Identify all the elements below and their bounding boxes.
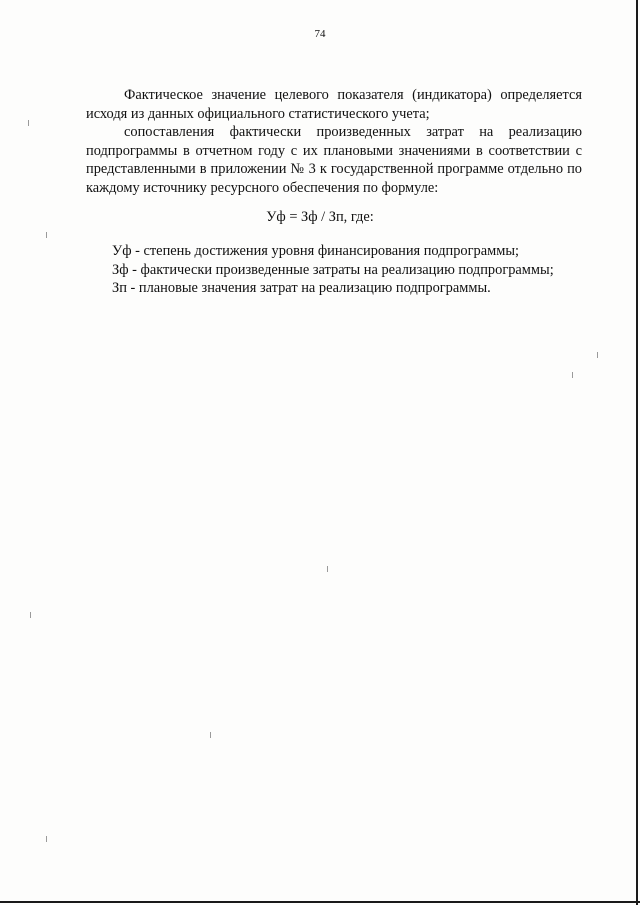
scan-speck (30, 612, 31, 618)
formula-definitions (112, 242, 592, 298)
formula: Уф = Зф / Зп, где: (266, 209, 374, 225)
paragraph-cost-comparison: сопоставления фактически произведенных затрат на реализацию подпрограммы в отчетном году с их плановыми значениями в соответствии с представленными в приложении № 3 к государственной программе отдельно по каждому источнику ресурсного обеспечения по формуле: (86, 124, 582, 196)
body-text (86, 86, 582, 198)
definition-zf: Зф - фактически произведенные затраты на реализацию подпрограммы; (112, 261, 554, 278)
scan-speck (597, 352, 598, 358)
scan-speck (327, 566, 328, 572)
definition-uf: Уф - степень достижения уровня финансирования подпрограммы; (112, 243, 519, 259)
scan-speck (572, 372, 573, 378)
scan-speck (210, 732, 211, 738)
page-number: 74 (314, 28, 326, 40)
scan-speck (46, 232, 47, 238)
scan-edge-bottom (0, 901, 640, 903)
scan-speck (46, 836, 47, 842)
paragraph-indicator-value: Фактическое значение целевого показателя (индикатора) определяется исходя из данных официального статистического учета; (86, 87, 582, 122)
definition-zp: Зп - плановые значения затрат на реализацию подпрограммы. (112, 280, 491, 297)
scan-edge-right (636, 0, 638, 905)
scan-speck (28, 120, 29, 126)
